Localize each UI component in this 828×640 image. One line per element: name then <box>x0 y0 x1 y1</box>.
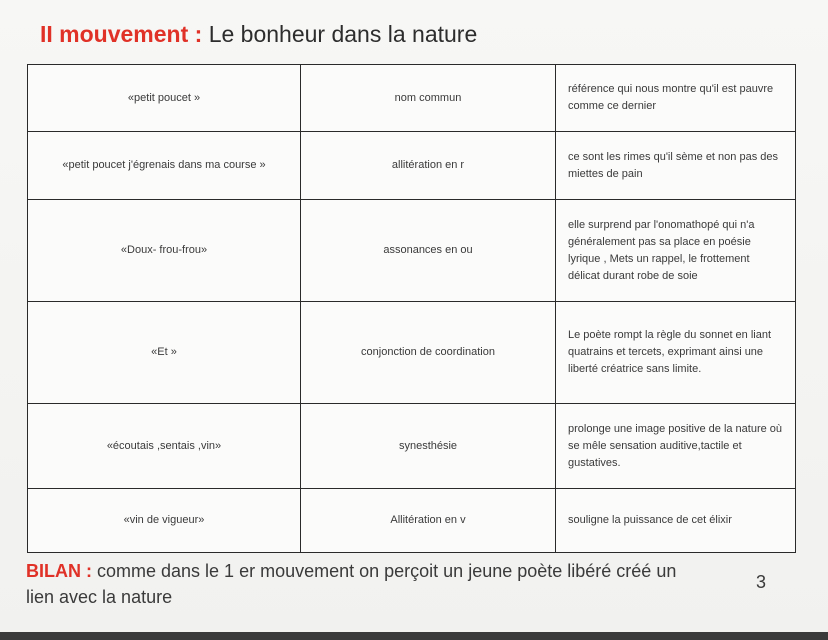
figure-cell: assonances en ou <box>301 200 556 302</box>
interpretation-cell: référence qui nous montre qu'il est pauvre comme ce dernier <box>556 65 796 132</box>
table-row <box>28 489 796 553</box>
figure-cell: allitération en r <box>301 132 556 200</box>
interpretation-cell: ce sont les rimes qu'il sème et non pas des miettes de pain <box>556 132 796 200</box>
interpretation-cell: prolonge une image positive de la nature où se mêle sensation auditive,tactile et gustatives. <box>556 404 796 489</box>
interpretation-cell: elle surprend par l'onomathopé qui n'a généralement pas sa place en poésie lyrique , Mets un rappel, le frottement délicat durant robe de soie <box>556 200 796 302</box>
figure-cell: synesthésie <box>301 404 556 489</box>
table-row <box>28 302 796 404</box>
bilan-paragraph <box>26 558 706 610</box>
analysis-table <box>27 64 796 553</box>
quote-cell: «Doux- frou-frou» <box>28 200 301 302</box>
bilan-text: comme dans le 1 er mouvement on perçoit un jeune poète libéré créé un lien avec la nature <box>26 561 677 607</box>
table-row <box>28 200 796 302</box>
figure-cell: Allitération en v <box>301 489 556 553</box>
interpretation-cell: Le poète rompt la règle du sonnet en liant quatrains et tercets, exprimant ainsi une liberté créatrice sans limite. <box>556 302 796 404</box>
section-title <box>40 18 477 50</box>
table-row <box>28 132 796 200</box>
quote-cell: «écoutais ,sentais ,vin» <box>28 404 301 489</box>
table-row <box>28 65 796 132</box>
bottom-edge <box>0 632 828 640</box>
page-number: 3 <box>756 572 767 592</box>
figure-cell: nom commun <box>301 65 556 132</box>
quote-cell: «petit poucet » <box>28 65 301 132</box>
quote-cell: «vin de vigueur» <box>28 489 301 553</box>
bilan-label: BILAN : <box>26 561 92 581</box>
quote-cell: «Et » <box>28 302 301 404</box>
interpretation-cell: souligne la puissance de cet élixir <box>556 489 796 553</box>
figure-cell: conjonction de coordination <box>301 302 556 404</box>
quote-cell: «petit poucet j'égrenais dans ma course » <box>28 132 301 200</box>
section-title-prefix: II mouvement : <box>40 21 203 47</box>
table-row <box>28 404 796 489</box>
section-title-text: Le bonheur dans la nature <box>202 21 478 47</box>
